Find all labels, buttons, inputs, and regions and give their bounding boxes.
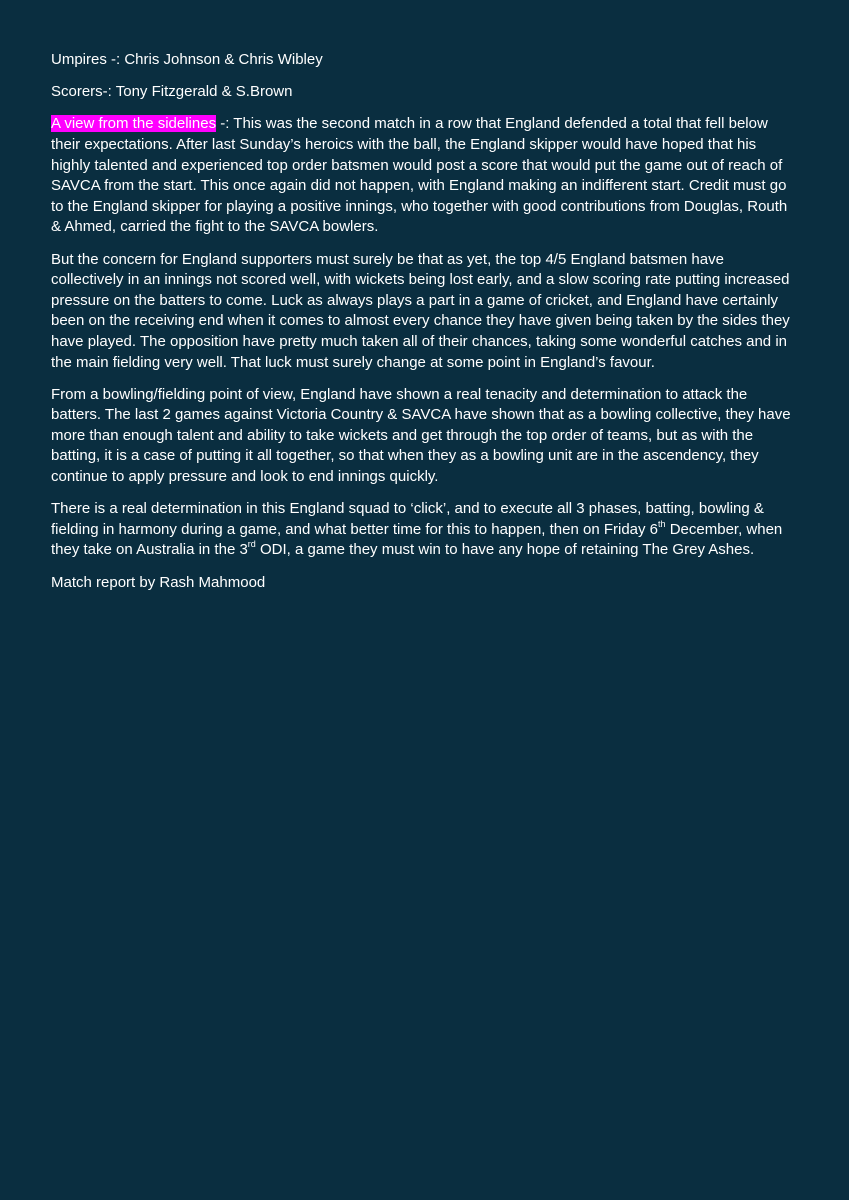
highlighted-heading: A view from the sidelines bbox=[51, 115, 217, 133]
umpires-line: Umpires -: Chris Johnson & Chris Wibley bbox=[51, 51, 323, 68]
byline: Match report by Rash Mahmood bbox=[51, 573, 266, 591]
determination-text-3: ODI, a game they must win to have any hope of retaining The Grey Ashes. bbox=[255, 541, 755, 559]
paragraph-sidelines bbox=[51, 114, 799, 238]
paragraph-bowling: From a bowling/fielding point of view, England have shown a real tenacity and determination to attack the batters. The last 2 games against Victoria Country & SAVCA have shown that as a bowling collective, they have more than enough talent and ability to take wickets and get through the top order of teams, but as with the batting, it is a case of putting it all together, so that when they as a bowling unit are in the ascendency, they continue to apply pressure and look to end innings quickly. bbox=[51, 385, 791, 486]
ordinal-th: th bbox=[658, 518, 666, 529]
paragraph-determination bbox=[51, 499, 799, 561]
determination-text-2: December, when they take on Australia in the 3 bbox=[51, 520, 783, 559]
determination-text-1: There is a real determination in this England squad to ‘click’, and to execute all 3 phases, batting, bowling & fielding in harmony during a game, and what better time for this to happen, then on Friday 6 bbox=[51, 500, 764, 538]
paragraph-concern: But the concern for England supporters must surely be that as yet, the top 4/5 England batsmen have collectively in an innings not scored well, with wickets being lost early, and a slow scoring rate putting increased pressure on the batters to come. Luck as always plays a part in a game of cricket, and England have certainly been on the receiving end when it comes to almost every chance they have given being taken by the sides they have played. The opposition have pretty much taken all of their chances, taking some wonderful catches and in the main fielding very well. That luck must surely change at some point in England’s favour. bbox=[51, 250, 790, 371]
ordinal-rd: rd bbox=[247, 539, 256, 550]
paragraph-sidelines-text: -: This was the second match in a row that England defended a total that fell below their expectations. After last Sunday’s heroics with the ball, the England skipper would have hoped that his highly talented and experienced top order batsmen would post a score that would put the game out of reach of SAVCA from the start. This once again did not happen, with England making an indifferent start. Credit must go to the England skipper for playing a positive innings, who together with good contributions from Douglas, Routh & Ahmed, carried the fight to the SAVCA bowlers. bbox=[51, 115, 788, 236]
scorers-line: Scorers-: Tony Fitzgerald & S.Brown bbox=[51, 83, 293, 101]
